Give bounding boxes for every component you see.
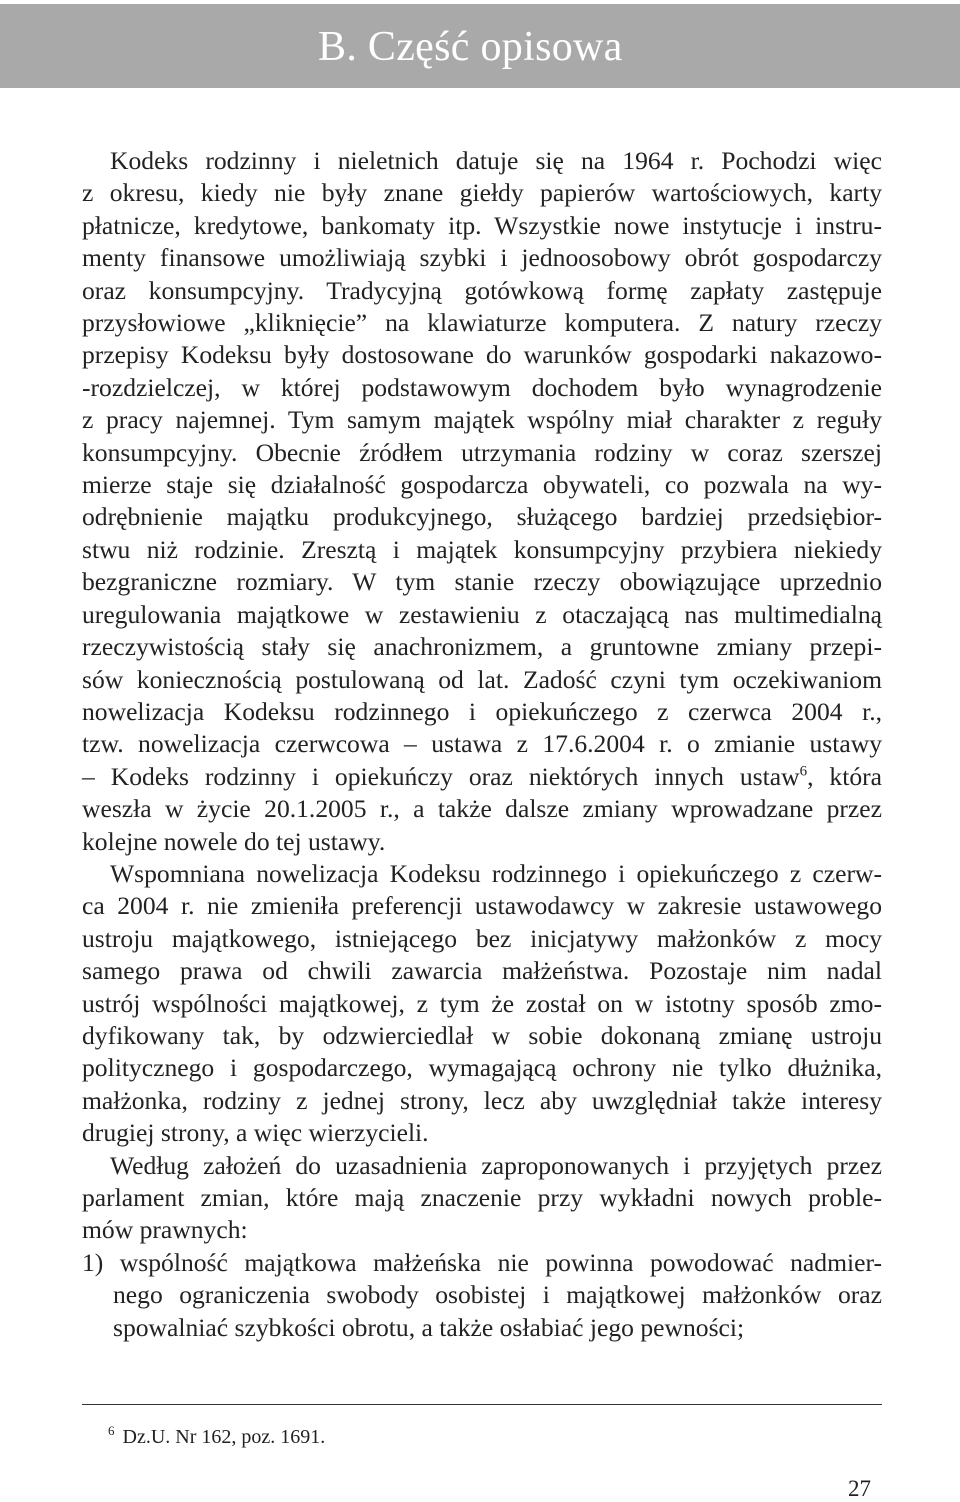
chapter-header-bar [0,4,960,88]
text-line: Wspomniana nowelizacja Kodeksu rodzinnego i opiekuńczego z czerw- [110,858,882,888]
text-line: nowelizacja Kodeksu rodzinnego i opiekuńczego z czerwca 2004 r., [82,696,882,726]
text-line: przepisy Kodeksu były dostosowane do warunków gospodarki nakazowo- [82,340,882,370]
text-line: oraz konsumpcyjny. Tradycyjną gotówkową formę zapłaty zastępuje [82,275,882,305]
text-line: z okresu, kiedy nie były znane giełdy papierów wartościowych, karty [82,178,882,208]
footnote [108,1424,325,1450]
text-line: dyfikowany tak, by odzwierciedlał w sobie dokonaną zmianę ustroju [82,1020,882,1050]
text-line: mów prawnych: [82,1215,248,1245]
text-line: małżonka, rodziny z jednej strony, lecz aby uwzględniał także interesy [82,1085,882,1115]
text-line: tzw. nowelizacja czerwcowa – ustawa z 17.6.2004 r. o zmianie ustawy [82,729,882,759]
text-line: -rozdzielczej, w której podstawowym dochodem było wynagrodzenie [82,372,882,402]
text-line: politycznego i gospodarczego, wymagającą ochrony nie tylko dłużnika, [82,1053,882,1083]
text-line: konsumpcyjny. Obecnie źródłem utrzymania rodziny w coraz szerszej [82,437,882,467]
footnote-divider [82,1404,882,1405]
list-item-line: 1) wspólność majątkowa małżeńska nie powinna powodować nadmier- [82,1247,882,1277]
text-line: weszła w życie 20.1.2005 r., a także dalsze zmiany wprowadzane przez [82,794,882,824]
text-line: z pracy najemnej. Tym samym majątek wspólny miał charakter z reguły [82,405,882,435]
list-item-line: spowalniać szybkości obrotu, a także osłabiać jego pewności; [113,1312,745,1342]
text-line: przysłowiowe „kliknięcie” na klawiaturze komputera. Z natury rzeczy [82,308,882,338]
footnote-reference: 6 [799,763,808,780]
text-line: sów koniecznością postulowaną od lat. Zadość czyni tym oczekiwaniom [82,664,882,694]
page-number: 27 [848,1476,871,1501]
text-segment: – Kodeks rodzinny i opiekuńczy oraz niektórych innych ustaw [82,761,800,791]
text-line: płatnicze, kredytowe, bankomaty itp. Wszystkie nowe instytucje i instru- [82,210,882,240]
text-line-with-footnote [82,761,882,793]
text-line: bezgraniczne rozmiary. W tym stanie rzeczy obowiązujące uprzednio [82,567,882,597]
text-line: kolejne nowele do tej ustawy. [82,826,386,856]
body-text [82,145,882,1344]
text-line: Kodeks rodzinny i nieletnich datuje się na 1964 r. Pochodzi więc [110,146,882,175]
text-line: Według założeń do uzasadnienia zaproponowanych i przyjętych przez [110,1150,882,1180]
footnote-mark: 6 [108,1423,115,1439]
text-line: menty finansowe umożliwiają szybki i jednoosobowy obrót gospodarczy [82,243,882,273]
text-line: samego prawa od chwili zawarcia małżeństwa. Pozostaje nim nadal [82,956,882,986]
text-line: ustroju majątkowego, istniejącego bez inicjatywy małżonków z mocy [82,923,882,953]
text-line: parlament zmian, które mają znaczenie przy wykładni nowych proble- [82,1183,882,1212]
text-segment: , która [807,761,883,791]
text-line: uregulowania majątkowe w zestawieniu z otaczającą nas multimedialną [82,599,882,629]
text-line: mierze staje się działalność gospodarcza obywateli, co pozwala na wy- [82,470,882,500]
text-line: ca 2004 r. nie zmieniła preferencji ustawodawcy w zakresie ustawowego [82,891,882,921]
chapter-title: B. Część opisowa [318,24,623,70]
text-line: rzeczywistością stały się anachronizmem, a gruntowne zmiany przepi- [82,632,882,662]
text-line: ustrój wspólności majątkowej, z tym że został on w istotny sposób zmo- [82,988,882,1018]
text-line: odrębnienie majątku produkcyjnego, służącego bardziej przedsiębior- [82,502,882,532]
list-item-line: nego ograniczenia swobody osobistej i majątkowej małżonków oraz [113,1280,882,1310]
text-line: drugiej strony, a więc wierzycieli. [82,1118,429,1148]
text-line: stwu niż rodzinie. Zresztą i majątek konsumpcyjny przybiera niekiedy [82,534,882,564]
footnote-text: Dz.U. Nr 162, poz. 1691. [122,1426,326,1448]
